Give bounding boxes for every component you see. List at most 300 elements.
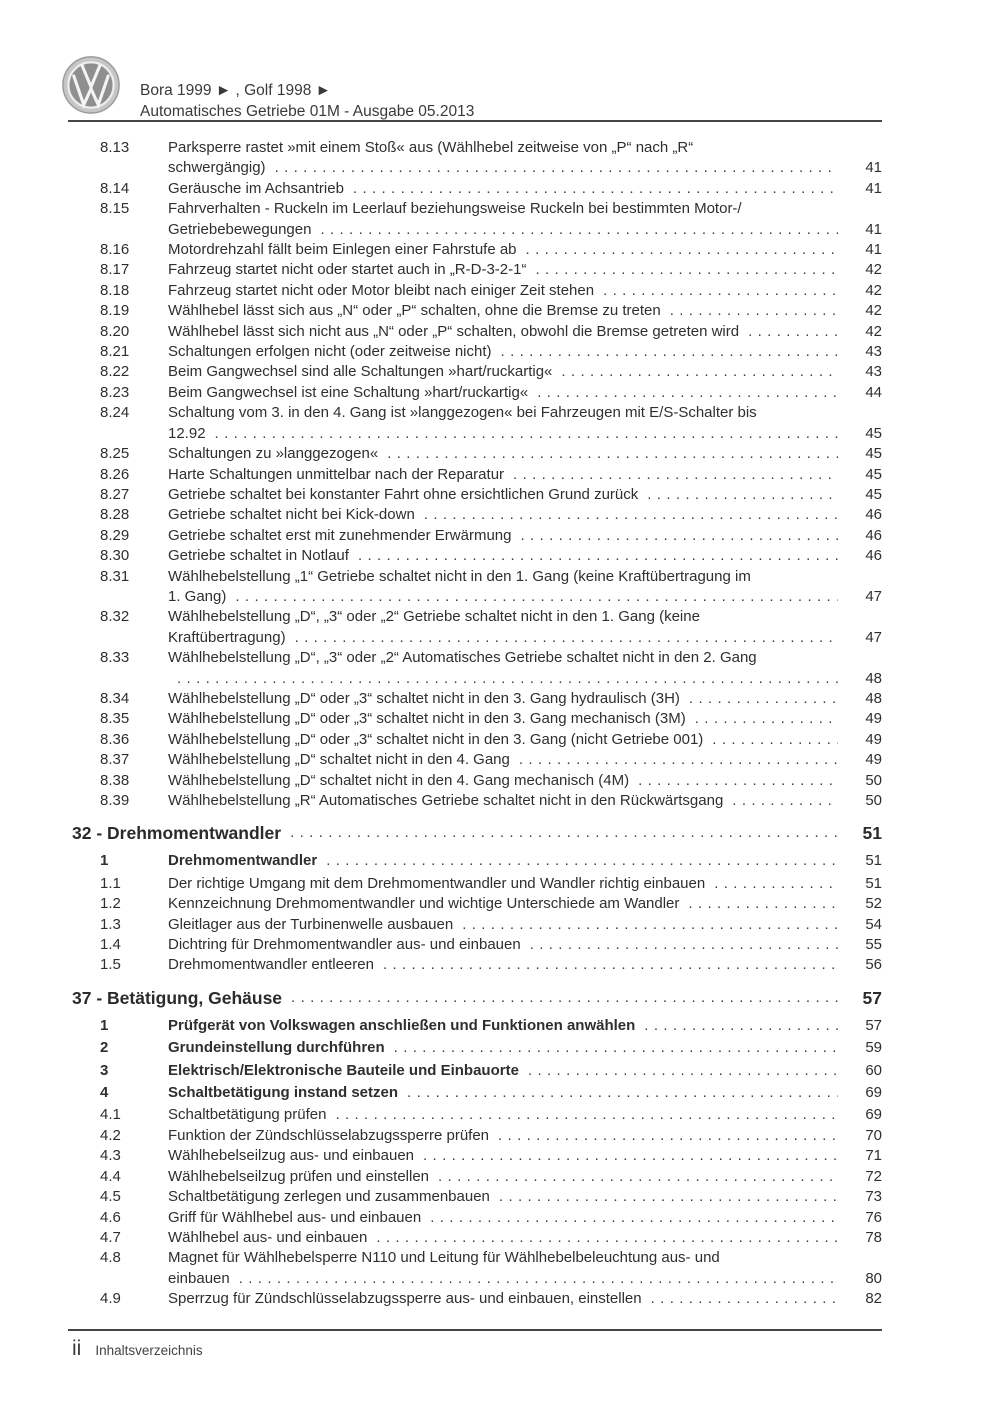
toc-entry-body: [168, 607, 882, 648]
dot-leader: [530, 935, 838, 955]
toc-entry-number: 4: [100, 1084, 109, 1102]
toc-entry-number: 8.25: [100, 445, 130, 463]
toc-entry: [72, 1208, 882, 1228]
toc-entry-body: [168, 1038, 882, 1058]
toc-entry-body: [168, 1126, 882, 1146]
toc-entry-number: 8.20: [100, 322, 130, 340]
toc-entry-title: Wählhebelseilzug aus- und einbauen: [168, 1147, 415, 1165]
dot-leader: [335, 1105, 838, 1125]
dot-leader: [513, 465, 838, 485]
toc-entry: [72, 526, 882, 546]
toc-entry-body: [168, 199, 882, 240]
toc-entry-title: Der richtige Umgang mit dem Drehmomentwandler und Wandler richtig einbauen: [168, 874, 706, 892]
toc-entry-last-line: [168, 1208, 882, 1228]
toc-entry: [72, 505, 882, 525]
toc-entry-number: 1: [100, 852, 109, 870]
toc-entry-last-line: [168, 260, 882, 280]
toc-entry-title: Grundeinstellung durchführen: [168, 1039, 385, 1057]
toc-entry-number: 8.31: [100, 567, 130, 585]
dot-leader: [528, 1061, 838, 1081]
toc-entry-number: 8.23: [100, 383, 130, 401]
toc-entry-page: 50: [865, 792, 882, 809]
toc-entry-last-line: [168, 281, 882, 301]
toc-entry: [72, 465, 882, 485]
footer-title: Inhaltsverzeichnis: [95, 1343, 203, 1358]
toc-entry: [72, 1167, 882, 1187]
toc-entry-last-line: [168, 1061, 882, 1081]
toc-entry-title: Geräusche im Achsantrieb: [168, 179, 344, 197]
toc-section-32: [72, 821, 882, 975]
toc-entry-number: 8.30: [100, 547, 130, 565]
toc-entry: [72, 1228, 882, 1248]
toc-entry-body: [168, 485, 882, 505]
toc-entry-title: Schaltbetätigung zerlegen und zusammenbauen: [168, 1188, 490, 1206]
toc-entry-body: [168, 1016, 882, 1036]
dot-leader: [462, 915, 838, 935]
toc-entry-title: Kraftübertragung): [168, 628, 286, 646]
toc-entry: [72, 138, 882, 179]
toc-entry-body: [168, 955, 882, 975]
toc-entry-title: Kennzeichnung Drehmomentwandler und wichtige Unterschiede am Wandler: [168, 895, 680, 913]
header-text: [140, 80, 474, 122]
toc-entry-last-line: [168, 1038, 882, 1058]
toc-entry-body: [168, 281, 882, 301]
toc-entry-body: [168, 179, 882, 199]
toc-entry-number: 8.22: [100, 363, 130, 381]
toc-entry: [72, 689, 882, 709]
toc-entry-last-line: [168, 628, 882, 648]
toc-entry-body: [168, 1228, 882, 1248]
toc-section-37: [72, 986, 882, 1310]
dot-leader: [561, 362, 838, 382]
toc-entry-body: [168, 689, 882, 709]
toc-entry-last-line: [168, 874, 882, 894]
toc-entry-title: Wählhebelstellung „D“ oder „3“ schaltet nicht in den 3. Gang mechanisch (3M): [168, 710, 686, 728]
toc-entry-number: 8.13: [100, 139, 130, 156]
dot-leader: [647, 485, 838, 505]
table-of-contents: [72, 138, 882, 1310]
footer-page-number: ii: [72, 1337, 82, 1360]
toc-entry-number: 1.4: [100, 936, 121, 954]
toc-entry-number: 4.3: [100, 1147, 121, 1165]
toc-entry-body: [168, 1061, 882, 1081]
toc-entry-title-line: Wählhebelstellung „1“ Getriebe schaltet nicht in den 1. Gang (keine Kraftübertragung im: [168, 567, 751, 585]
toc-entry-body: [168, 342, 882, 362]
toc-entry: [72, 1083, 882, 1103]
toc-entry-last-line: [168, 301, 882, 321]
toc-entry-number: 1.3: [100, 915, 121, 933]
toc-entry-number: 8.34: [100, 689, 130, 707]
toc-entry-last-line: [168, 1289, 882, 1309]
toc-entry-body: [168, 444, 882, 464]
toc-entry-body: [168, 138, 882, 179]
toc-entry-page: 41: [865, 159, 882, 177]
toc-chapter-page: 51: [862, 823, 882, 844]
toc-entry-last-line: [168, 1105, 882, 1125]
toc-entry-last-line: [168, 240, 882, 260]
toc-entry-number: 8.24: [100, 404, 130, 422]
toc-entry: [72, 281, 882, 301]
toc-entry: [72, 750, 882, 770]
toc-entry-page: 73: [865, 1188, 882, 1206]
toc-entry-page: 48: [865, 689, 882, 707]
toc-entry-body: [168, 505, 882, 525]
toc-entry-number: 8.36: [100, 730, 130, 748]
toc-entry-last-line: [168, 709, 882, 729]
toc-chapter-title: 37 - Betätigung, Gehäuse: [72, 987, 283, 1008]
toc-entry-last-line: [168, 669, 882, 689]
toc-entry-last-line: [168, 851, 882, 871]
toc-entry-body: [168, 894, 882, 914]
toc-entry-number: 1.5: [100, 956, 121, 974]
toc-entry-page: 41: [865, 241, 882, 259]
toc-entry-last-line: [168, 955, 882, 975]
toc-entry-page: 69: [865, 1106, 882, 1124]
dot-leader: [695, 709, 838, 729]
toc-entry-last-line: [168, 362, 882, 382]
toc-entry-title: Schaltbetätigung prüfen: [168, 1106, 327, 1124]
dot-leader: [235, 587, 838, 607]
toc-entry-number: 8.15: [100, 200, 130, 218]
toc-entry-body: [168, 1105, 882, 1125]
dot-leader: [501, 342, 838, 362]
dot-leader: [714, 874, 838, 894]
footer-divider: [68, 1329, 882, 1331]
toc-entry-body: [168, 383, 882, 403]
toc-entry-body: [168, 546, 882, 566]
toc-entry-last-line: [168, 689, 882, 709]
toc-entry-body: [168, 567, 882, 608]
toc-entry-title: Prüfgerät von Volkswagen anschließen und Funktionen anwählen: [168, 1016, 636, 1034]
toc-entry: [72, 362, 882, 382]
toc-entry-last-line: [168, 1016, 882, 1036]
toc-entry: [72, 709, 882, 729]
toc-entry-body: [168, 851, 882, 871]
toc-entry: [72, 179, 882, 199]
toc-entry-last-line: [168, 505, 882, 525]
dot-leader: [748, 322, 838, 342]
dot-leader: [651, 1289, 838, 1309]
toc-entry-last-line: [168, 1083, 882, 1103]
toc-entry-title: Schaltungen zu »langgezogen«: [168, 445, 379, 463]
toc-entry-body: [168, 730, 882, 750]
toc-entry-last-line: [168, 424, 882, 444]
toc-entry-number: 8.19: [100, 302, 130, 320]
toc-entry-title-line: Wählhebelstellung „D“, „3“ oder „2“ Automatisches Getriebe schaltet nicht in den 2. Gang: [168, 649, 757, 667]
toc-entry-title: Fahrzeug startet nicht oder Motor bleibt nach einiger Zeit stehen: [168, 281, 595, 299]
toc-entry-page: 69: [865, 1084, 882, 1102]
dot-leader: [424, 505, 838, 525]
toc-entry-number: 8.21: [100, 343, 130, 361]
toc-entry-page: 51: [865, 852, 882, 870]
toc-entry-last-line: [168, 1228, 882, 1248]
toc-entry-title: Drehmomentwandler entleeren: [168, 956, 374, 974]
toc-entry-number: 4.9: [100, 1290, 121, 1308]
dot-leader: [407, 1083, 838, 1103]
toc-entry-number: 8.28: [100, 506, 130, 524]
page-footer: [72, 1337, 203, 1361]
toc-entry-number: 1.2: [100, 895, 121, 913]
toc-entry: [72, 935, 882, 955]
toc-entry-page: 60: [865, 1061, 882, 1079]
toc-entry: [72, 1105, 882, 1125]
dot-leader: [430, 1208, 838, 1228]
toc-entry-last-line: [168, 1126, 882, 1146]
toc-entry-number: 4.6: [100, 1208, 121, 1226]
toc-entry-title: Wählhebel aus- und einbauen: [168, 1228, 368, 1246]
toc-entry-body: [168, 709, 882, 729]
header-divider: [68, 120, 882, 122]
toc-entry-page: 50: [865, 771, 882, 789]
toc-entry-title: Drehmomentwandler: [168, 852, 318, 870]
toc-entry-title: 12.92: [168, 424, 206, 442]
toc-entry: [72, 1126, 882, 1146]
toc-entry: [72, 444, 882, 464]
toc-entry-number: 8.14: [100, 179, 130, 197]
toc-entry: [72, 322, 882, 342]
dot-leader: [712, 730, 838, 750]
toc-chapter-title: 32 - Drehmomentwandler: [72, 823, 282, 844]
toc-entry-number: 3: [100, 1061, 109, 1079]
toc-entry-last-line: [168, 1269, 882, 1289]
toc-entry: [72, 567, 882, 608]
toc-entry-title: Schaltbetätigung instand setzen: [168, 1084, 399, 1102]
toc-chapter-heading: [72, 986, 882, 1010]
toc-entry-page: 76: [865, 1208, 882, 1226]
toc-entry-title: Wählhebelstellung „D“ schaltet nicht in den 4. Gang: [168, 751, 510, 769]
toc-entry: [72, 1146, 882, 1166]
toc-entry-page: 56: [865, 956, 882, 974]
toc-entry: [72, 485, 882, 505]
toc-entry-number: 2: [100, 1039, 109, 1057]
toc-entry-body: [168, 403, 882, 444]
toc-entry-title: schwergängig): [168, 159, 266, 177]
dot-leader: [670, 301, 838, 321]
toc-entry-page: 59: [865, 1039, 882, 1057]
dot-leader: [275, 158, 838, 178]
dot-leader: [688, 894, 838, 914]
toc-entry-number: 8.18: [100, 281, 130, 299]
toc-entry-page: 42: [865, 261, 882, 279]
toc-entry-page: 57: [865, 1016, 882, 1034]
toc-entry-last-line: [168, 526, 882, 546]
toc-entry-number: 8.39: [100, 792, 130, 809]
toc-entry-title: Wählhebelstellung „D“ oder „3“ schaltet nicht in den 3. Gang (nicht Getriebe 001): [168, 730, 704, 748]
toc-entry-title: Schaltungen erfolgen nicht (oder zeitweise nicht): [168, 343, 492, 361]
toc-entry: [72, 791, 882, 811]
toc-entry-number: 4.1: [100, 1106, 121, 1124]
header-subtitle: Automatisches Getriebe 01M - Ausgabe 05.2013: [140, 103, 475, 120]
toc-entry: [72, 607, 882, 648]
toc-entry-title: Beim Gangwechsel sind alle Schaltungen »hart/ruckartig«: [168, 363, 553, 381]
toc-entry-last-line: [168, 342, 882, 362]
toc-entry-body: [168, 791, 882, 811]
toc-entry: [72, 648, 882, 689]
dot-leader: [291, 986, 838, 1010]
toc-entry-last-line: [168, 750, 882, 770]
toc-entry-title: Motordrehzahl fällt beim Einlegen einer Fahrstufe ab: [168, 241, 517, 259]
toc-entry-page: 42: [865, 322, 882, 340]
toc-entry-title: Elektrisch/Elektronische Bauteile und Einbauorte: [168, 1061, 519, 1079]
toc-chapter-page: 57: [862, 987, 882, 1008]
toc-entry-page: 45: [865, 424, 882, 442]
toc-entry: [72, 240, 882, 260]
toc-entry-body: [168, 935, 882, 955]
toc-entry-last-line: [168, 587, 882, 607]
toc-entry-page: 48: [865, 669, 882, 687]
toc-entry-page: 46: [865, 547, 882, 565]
dot-leader: [376, 1228, 838, 1248]
toc-entry-body: [168, 240, 882, 260]
toc-entry: [72, 1061, 882, 1081]
toc-entry-body: [168, 1083, 882, 1103]
toc-entry: [72, 383, 882, 403]
dot-leader: [498, 1126, 838, 1146]
toc-entry-title: Wählhebelstellung „D“ schaltet nicht in den 4. Gang mechanisch (4M): [168, 771, 630, 789]
toc-entry-body: [168, 465, 882, 485]
toc-entry-page: 43: [865, 363, 882, 381]
toc-entry-title: einbauen: [168, 1269, 230, 1287]
dot-leader: [535, 260, 838, 280]
toc-entry-page: 80: [865, 1269, 882, 1287]
toc-entry-page: 82: [865, 1290, 882, 1308]
toc-entry-page: 54: [865, 915, 882, 933]
toc-entry: [72, 915, 882, 935]
toc-entry-page: 43: [865, 343, 882, 361]
toc-entry-title: Getriebe schaltet in Notlauf: [168, 547, 349, 565]
toc-entry-page: 45: [865, 485, 882, 503]
toc-entry-last-line: [168, 220, 882, 240]
dot-leader: [239, 1269, 838, 1289]
toc-entry: [72, 301, 882, 321]
dot-leader: [383, 955, 838, 975]
toc-entry-number: 1: [100, 1016, 109, 1034]
toc-entry-page: 71: [865, 1147, 882, 1165]
toc-entry: [72, 403, 882, 444]
dot-leader: [290, 821, 838, 845]
toc-entry-number: 8.26: [100, 465, 130, 483]
dot-leader: [438, 1167, 838, 1187]
toc-entry-page: 46: [865, 506, 882, 524]
toc-entry-page: 55: [865, 936, 882, 954]
toc-continued-section-8: [72, 138, 882, 811]
toc-entry: [72, 1248, 882, 1289]
toc-entry-title: Fahrzeug startet nicht oder startet auch in „R-D-3-2-1“: [168, 261, 527, 279]
toc-entry: [72, 874, 882, 894]
toc-entry-last-line: [168, 771, 882, 791]
toc-entry-number: 8.17: [100, 261, 130, 279]
toc-entry-number: 4.5: [100, 1188, 121, 1206]
toc-entry-title: Sperrzug für Zündschlüsselabzugssperre aus- und einbauen, einstellen: [168, 1290, 642, 1308]
toc-entry-title: Funktion der Zündschlüsselabzugssperre prüfen: [168, 1126, 490, 1144]
dot-leader: [732, 791, 838, 811]
toc-entry-page: 44: [865, 383, 882, 401]
toc-entry-number: 8.29: [100, 526, 130, 544]
toc-entry-body: [168, 526, 882, 546]
toc-entry-page: 70: [865, 1126, 882, 1144]
toc-entry: [72, 894, 882, 914]
toc-entry-body: [168, 1289, 882, 1309]
toc-entry-number: 8.16: [100, 241, 130, 259]
toc-entry-last-line: [168, 915, 882, 935]
toc-entry-body: [168, 874, 882, 894]
toc-entry-title-line: Schaltung vom 3. in den 4. Gang ist »langgezogen« bei Fahrzeugen mit E/S-Schalter bis: [168, 404, 757, 422]
toc-entry: [72, 1289, 882, 1309]
dot-leader: [394, 1038, 838, 1058]
toc-entry-last-line: [168, 179, 882, 199]
toc-entry-body: [168, 750, 882, 770]
toc-entry-number: 8.33: [100, 649, 130, 667]
toc-entry-title: Griff für Wählhebel aus- und einbauen: [168, 1208, 422, 1226]
toc-entry-number: 4.8: [100, 1249, 121, 1267]
toc-entry-title: Getriebe schaltet erst mit zunehmender Erwärmung: [168, 526, 512, 544]
toc-entry-last-line: [168, 894, 882, 914]
toc-entry-page: 41: [865, 220, 882, 238]
toc-entry-title: Getriebe schaltet bei konstanter Fahrt ohne ersichtlichen Grund zurück: [168, 485, 639, 503]
toc-entry-last-line: [168, 444, 882, 464]
toc-entry-page: 42: [865, 281, 882, 299]
toc-entry-title: Getriebebewegungen: [168, 220, 312, 238]
toc-entry-title-line: Magnet für Wählhebelsperre N110 und Leitung für Wählhebelbeleuchtung aus- und: [168, 1249, 720, 1267]
toc-entry: [72, 730, 882, 750]
toc-entry-title-line: Parksperre rastet »mit einem Stoß« aus (Wählhebel zeitweise von „P“ nach „R“: [168, 139, 694, 156]
toc-entry-number: 8.32: [100, 608, 130, 626]
toc-entry-last-line: [168, 1167, 882, 1187]
toc-entry-body: [168, 1167, 882, 1187]
toc-entry-number: 4.7: [100, 1228, 121, 1246]
toc-entry-title: Wählhebel lässt sich aus „N“ oder „P“ schalten, ohne die Bremse zu treten: [168, 302, 661, 320]
toc-entry-title: Getriebe schaltet nicht bei Kick-down: [168, 506, 415, 524]
toc-entry: [72, 342, 882, 362]
toc-entry-body: [168, 322, 882, 342]
toc-entry-page: 47: [865, 587, 882, 605]
toc-chapter-heading: [72, 821, 882, 845]
dot-leader: [520, 526, 838, 546]
dot-leader: [295, 628, 838, 648]
toc-entry-title: Wählhebelstellung „R“ Automatisches Getriebe schaltet nicht in den Rückwärtsgang: [168, 792, 724, 809]
toc-entry-page: 52: [865, 895, 882, 913]
dot-leader: [215, 424, 838, 444]
toc-entry-last-line: [168, 465, 882, 485]
dot-leader: [689, 689, 838, 709]
toc-entry-body: [168, 648, 882, 689]
toc-entry-page: 41: [865, 179, 882, 197]
toc-entry-number: 4.2: [100, 1126, 121, 1144]
toc-entry-last-line: [168, 383, 882, 403]
dot-leader: [519, 750, 838, 770]
dot-leader: [177, 669, 838, 689]
toc-entry-last-line: [168, 791, 882, 811]
dot-leader: [644, 1016, 838, 1036]
toc-entry-title-line: Fahrverhalten - Ruckeln im Leerlauf beziehungsweise Ruckeln bei bestimmten Motor-/: [168, 200, 742, 218]
toc-entry-last-line: [168, 1187, 882, 1207]
toc-entry-title-line: Wählhebelstellung „D“, „3“ oder „2“ Getriebe schaltet nicht in den 1. Gang (keine: [168, 608, 700, 626]
dot-leader: [537, 383, 838, 403]
toc-entry-title: Harte Schaltungen unmittelbar nach der Reparatur: [168, 465, 505, 483]
toc-entry: [72, 260, 882, 280]
toc-entry-page: 46: [865, 526, 882, 544]
toc-entry-body: [168, 771, 882, 791]
toc-entry: [72, 546, 882, 566]
toc-entry-title: 1. Gang): [168, 587, 227, 605]
toc-entry-page: 49: [865, 730, 882, 748]
vw-logo-icon: [62, 56, 120, 114]
toc-entry-body: [168, 362, 882, 382]
toc-entry-last-line: [168, 546, 882, 566]
toc-entry: [72, 199, 882, 240]
dot-leader: [423, 1146, 838, 1166]
toc-entry-body: [168, 1208, 882, 1228]
